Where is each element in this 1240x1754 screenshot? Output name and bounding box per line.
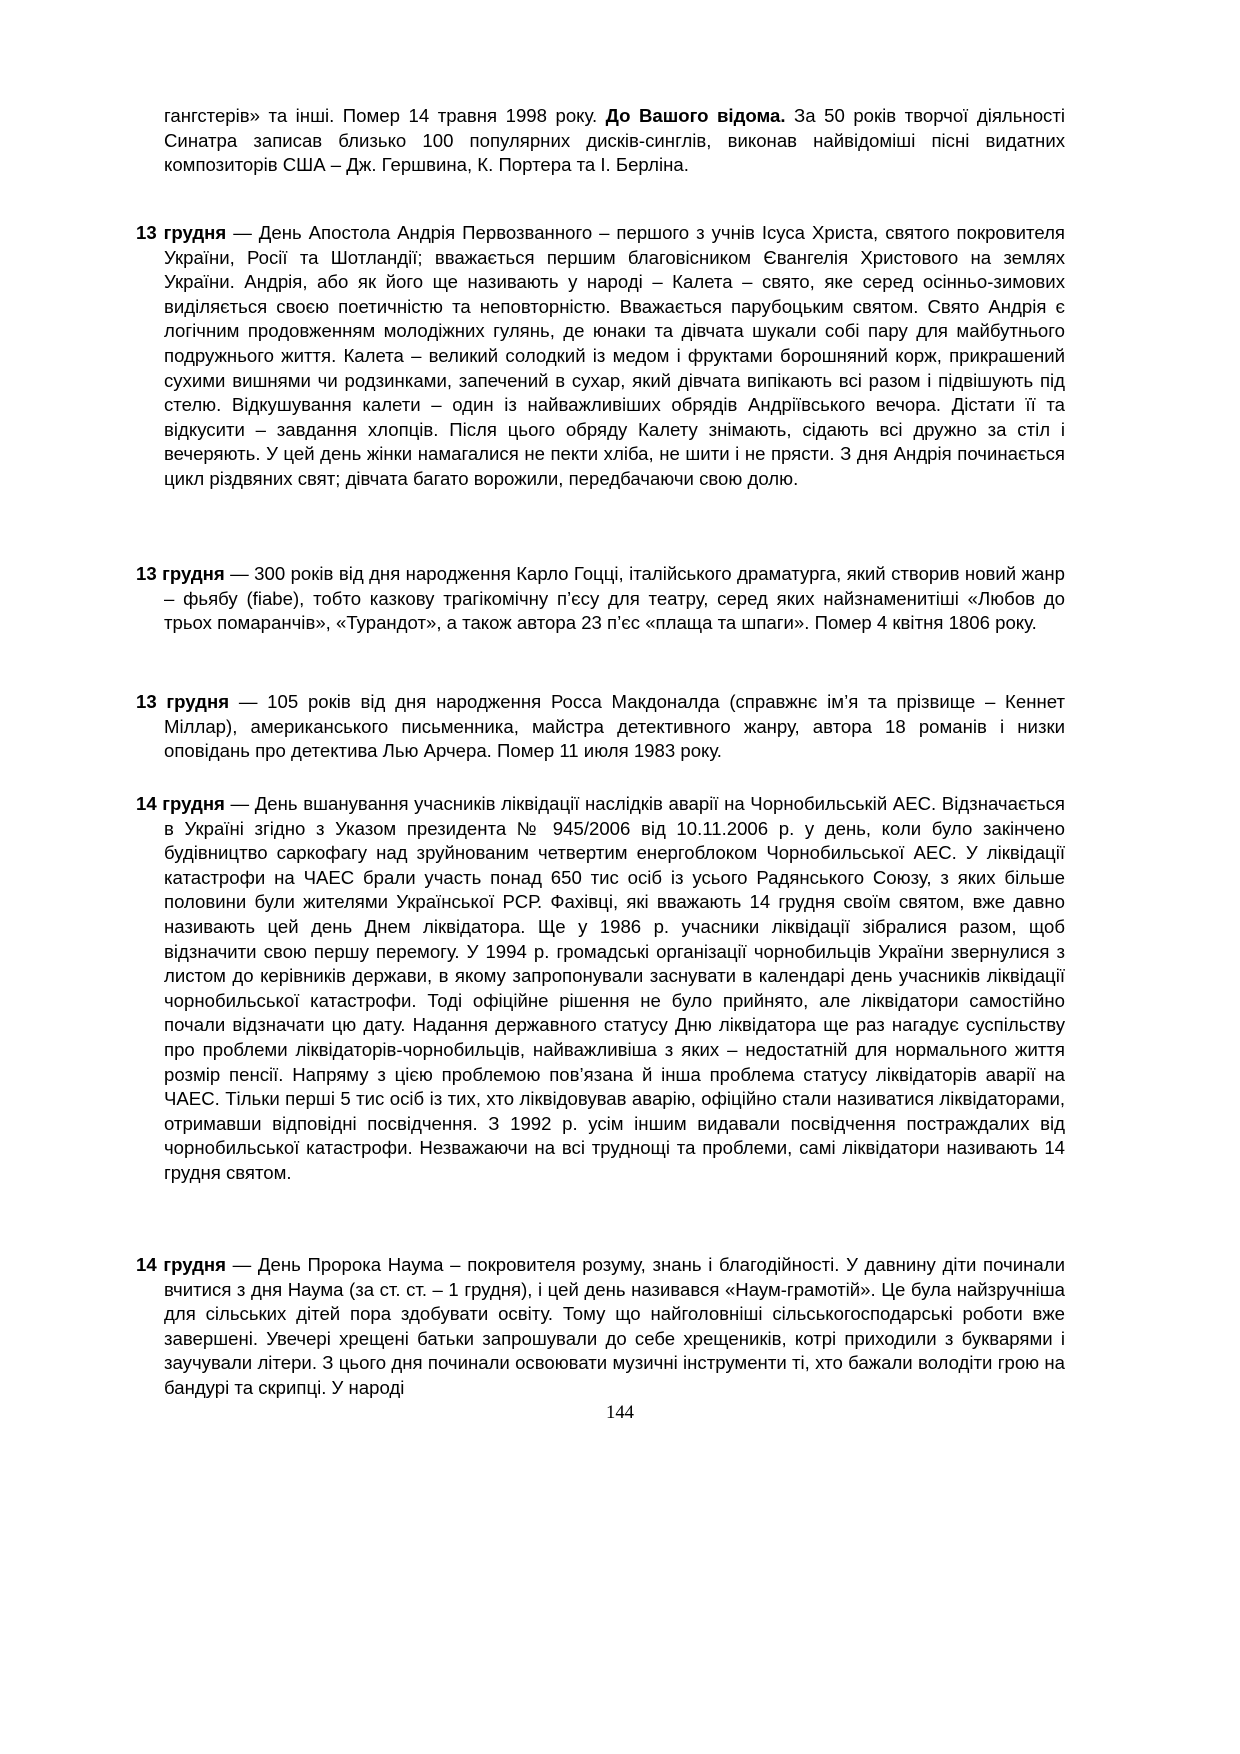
entry-text: День вшанування учасників ліквідації наслідків аварії на Чорнобильській АЕС. Відзначається в Україні згідно з Указом президента № 945/2006 від 10.11.2006 р. у день, коли було закінчено будівництво саркофагу над зруйнованим четвертим енергоблоком Чорнобильської АЕС. У ліквідації катастрофи на ЧАЕС брали участь понад 650 тис осіб із усього Радянського Союзу, з яких більше половини були жителями Української РСР. Фахівці, які вважають 14 грудня своїм святом, вже давно називають цей день Днем ліквідатора. Ще у 1986 р. учасники ліквідації зібралися разом, щоб відзначити свою першу перемогу. У 1994 р. громадські організації чорнобильців України звернулися з листом до керівників держави, в якому запропонували заснувати в календарі день учасників ліквідації чорнобильської катастрофи. Тоді офіційне рішення не було прийнято, але ліквідатори самостійно почали відзначати цю дату. Надання державного статусу Дню ліквідатора ще раз нагадує суспільству про проблеми ліквідаторів-чорнобильців, найважливіша з яких – недостатній для нормального життя розмір пенсії. Напряму з цією проблемою пов’язана й інша проблема статусу ліквідаторів аварії на ЧАЕС. Тільки перші 5 тис осіб із тих, хто ліквідовував аварію, офіційно стали називатися ліквідаторами, отримавши відповідні посвідчення. З 1992 р. усім іншим видавали посвідчення постраждалих від чорнобильської катастрофи. Незважаючи на всі труднощі та проблеми, самі ліквідатори називають 14 грудня святом. (164, 793, 1065, 1183)
entry-date: 13 грудня (136, 222, 227, 243)
entry-date: 14 грудня (136, 1254, 226, 1275)
entry-date: 13 грудня (136, 563, 225, 584)
entry-liquidators-day (136, 792, 1065, 1186)
note-label: До Вашого відома. (605, 105, 786, 126)
entry-text: 300 років від дня народження Карло Гоцці, італійського драматурга, який створив новий жанр – фьябу (fiabe), тобто казкову трагікомічну п’єсу для театру, серед яких найзнаменитіші «Любов до трьох помаранчів», «Турандот», а також автора 23 п’єс «плаща та шпаги». Помер 4 квітня 1806 року. (164, 563, 1065, 634)
entry-dash: — (229, 691, 268, 712)
entry-andrew-day (136, 221, 1065, 492)
entry-sinatra-continuation (136, 104, 1065, 178)
entry-text: День Апостола Андрія Первозванного – першого з учнів Ісуса Христа, святого покровителя України, Росії та Шотландії; вважається першим благовісником Євангелія Христового на землях України. Андрія, або як його ще називають у народі – Калета – свято, яке серед осінньо-зимових виділяється своєю поетичністю та неповторністю. Вважається парубоцьким святом. Свято Андрія є логічним продовженням молодіжних гулянь, де юнаки та дівчата шукали собі пару для майбутнього подружнього життя. Калета – великий солодкий із медом і фруктами борошняний корж, прикрашений сухими вишнями чи родзинками, запечений в сухар, який дівчата випікають всі разом і підвішують під стелю. Відкушування калети – один із найважливіших обрядів Андріївського вечора. Дістати її та відкусити – завдання хлопців. Після цього обряду Калету знімають, сідають всі дружно за стіл і вечеряють. У цей день жінки намагалися не пекти хліба, не шити і не прясти. З дня Андрія починається цикл різдвяних свят; дівчата багато ворожили, передбачаючи свою долю. (164, 222, 1065, 489)
entry-text: За 50 років творчої діяльності Синатра записав близько 100 популярних дисків-синглів, виконав найвідоміші пісні видатних композиторів США – Дж. Гершвина, К. Портера та І. Берліна. (164, 105, 1065, 176)
entry-text: 105 років від дня народження Росса Макдоналда (справжнє ім’я та прізвище – Кеннет Міллар), американського письменника, майстра детективного жанру, автора 18 романів і низки оповідань про детектива Лью Арчера. Помер 11 июля 1983 року. (164, 691, 1065, 762)
entry-text: гангстерів» та інші. Помер 14 травня 1998 року. (164, 105, 606, 126)
entry-date: 14 грудня (136, 793, 225, 814)
entry-dash: — (226, 222, 259, 243)
page-number: 144 (606, 1402, 634, 1423)
entry-macdonald (136, 690, 1065, 764)
entry-gozzi (136, 562, 1065, 636)
entry-naum-day (136, 1253, 1065, 1401)
entry-dash: — (225, 1254, 258, 1275)
entry-dash: — (224, 563, 255, 584)
entry-date: 13 грудня (136, 691, 230, 712)
entry-text: День Пророка Наума – покровителя розуму, знань і благодійності. У давнину діти починали вчитися з дня Наума (за ст. ст. – 1 грудня), і цей день називався «Наум-грамотій». Це була найзручніша для сільських дітей пора здобувати освіту. Тому що найголовніші сільськогосподарські роботи вже завершені. Увечері хрещені батьки запрошували до себе хрещеників, котрі приходили з букварями і заучували літери. З цього дня починали освоювати музичні інструменти ті, хто бажали володіти грою на бандурі та скрипці. У народі (164, 1254, 1065, 1398)
entry-dash: — (224, 793, 255, 814)
